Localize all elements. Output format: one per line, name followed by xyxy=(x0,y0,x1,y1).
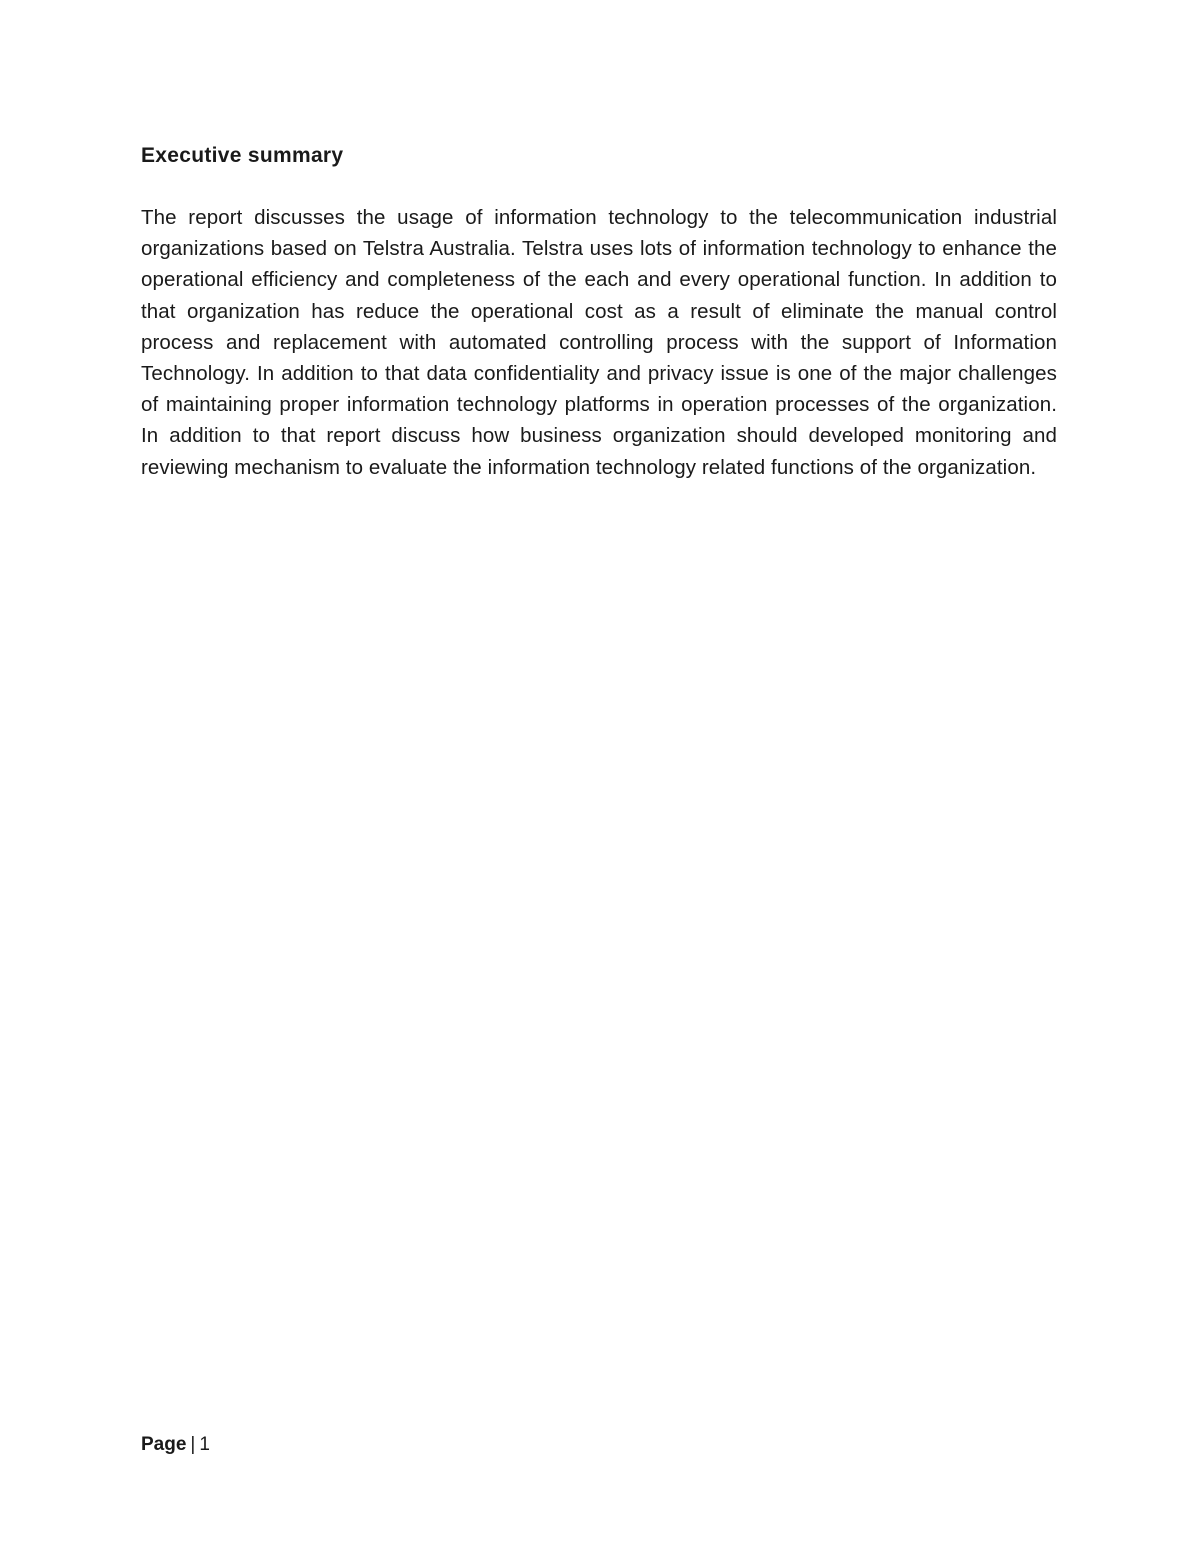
page-footer xyxy=(141,1432,210,1458)
page-separator: | xyxy=(190,1434,196,1455)
body-paragraph: The report discusses the usage of information technology to the telecommunication industrial organizations based on Telstra Australia. Telstra uses lots of information technology to enhance the operational efficiency and completeness of the each and every operational function. In addition to that organization has reduce the operational cost as a result of eliminate the manual control process and replacement with automated controlling process with the support of Information Technology. In addition to that data confidentiality and privacy issue is one of the major challenges of maintaining proper information technology platforms in operation processes of the organization. In addition to that report discuss how business organization should developed monitoring and reviewing mechanism to evaluate the information technology related functions of the organization. xyxy=(141,206,1057,479)
page-label: Page xyxy=(141,1434,187,1455)
section-heading: Executive summary xyxy=(141,144,344,167)
page-number: 1 xyxy=(199,1434,210,1455)
